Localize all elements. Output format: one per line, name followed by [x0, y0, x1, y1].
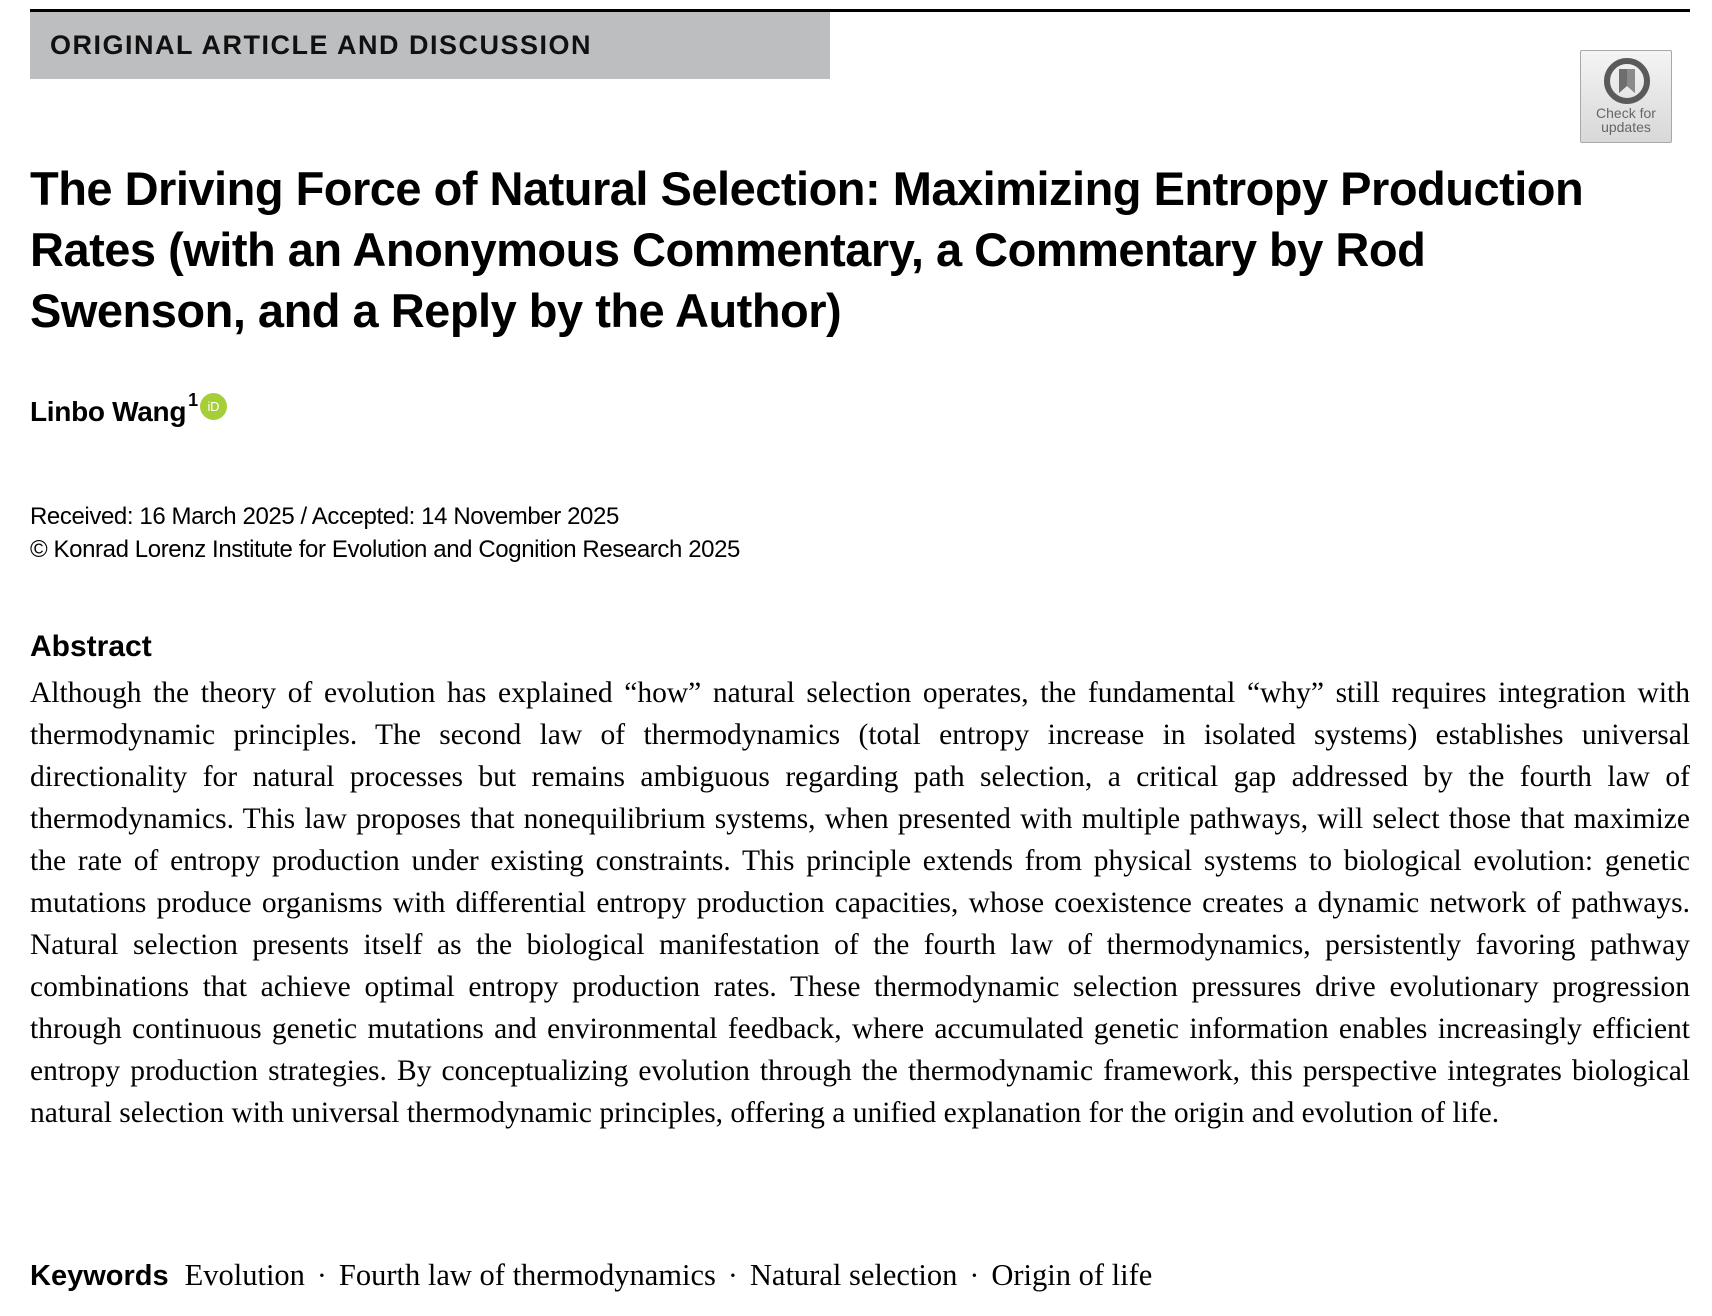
keyword-separator: ·	[316, 1259, 327, 1292]
article-title: The Driving Force of Natural Selection: Maximizing Entropy Production Rates (with an Anonymous Commentary, a Commentary by Rod Swenson, and a Reply by the Author)	[30, 162, 1584, 337]
abstract-heading: Abstract	[30, 630, 152, 663]
abstract-text: Although the theory of evolution has explained “how” natural selection operates, the fundamental “why” still requires integration with thermodynamic principles. The second law of thermodynamics (total entropy increase in isolated systems) establishes universal directionality for natural processes but remains ambiguous regarding path selection, a critical gap addressed by the fourth law of thermodynamics. This law proposes that nonequilibrium systems, when presented with multiple pathways, will select those that maximize the rate of entropy production under existing constraints. This principle extends from physical systems to biological evolution: genetic mutations produce organisms with differential entropy production capacities, whose coexistence creates a dynamic network of pathways. Natural selection presents itself as the biological manifestation of the fourth law of thermodynamics, persistently favoring pathway combinations that achieve optimal entropy production rates. These thermodynamic selection pressures drive evolutionary progression through continuous genetic mutations and environmental feedback, where accumulated genetic information enables increasingly efficient entropy production strategies. By conceptualizing evolution through the thermodynamic framework, this perspective integrates biological natural selection with universal thermodynamic principles, offering a unified explanation for the origin and evolution of life.	[30, 677, 1690, 1129]
check-for-updates-button[interactable]	[1580, 50, 1672, 143]
keyword-separator: ·	[727, 1259, 738, 1292]
copyright-notice: © Konrad Lorenz Institute for Evolution and Cognition Research 2025	[30, 536, 741, 563]
author-name[interactable]: Linbo Wang	[30, 396, 187, 427]
section-band	[30, 12, 830, 79]
publication-info	[30, 500, 740, 566]
keyword: Natural selection	[749, 1258, 958, 1292]
crossmark-icon	[1603, 57, 1651, 105]
orcid-icon[interactable]: iD	[200, 393, 227, 420]
keyword: Origin of life	[991, 1258, 1153, 1292]
keyword: Evolution	[184, 1258, 305, 1292]
crossmark-line-2: updates	[1601, 119, 1651, 135]
keyword-separator: ·	[969, 1259, 980, 1292]
author-line	[30, 390, 227, 428]
keyword: Fourth law of thermodynamics	[338, 1258, 716, 1292]
crossmark-label	[1581, 106, 1671, 134]
affiliation-mark[interactable]: 1	[188, 390, 198, 410]
crossmark-line-1: Check for	[1596, 105, 1656, 121]
keywords-line	[30, 1258, 1152, 1293]
received-accepted-dates: Received: 16 March 2025 / Accepted: 14 November 2025	[30, 503, 619, 530]
section-label: ORIGINAL ARTICLE AND DISCUSSION	[50, 30, 593, 60]
keywords-label: Keywords	[30, 1260, 169, 1292]
